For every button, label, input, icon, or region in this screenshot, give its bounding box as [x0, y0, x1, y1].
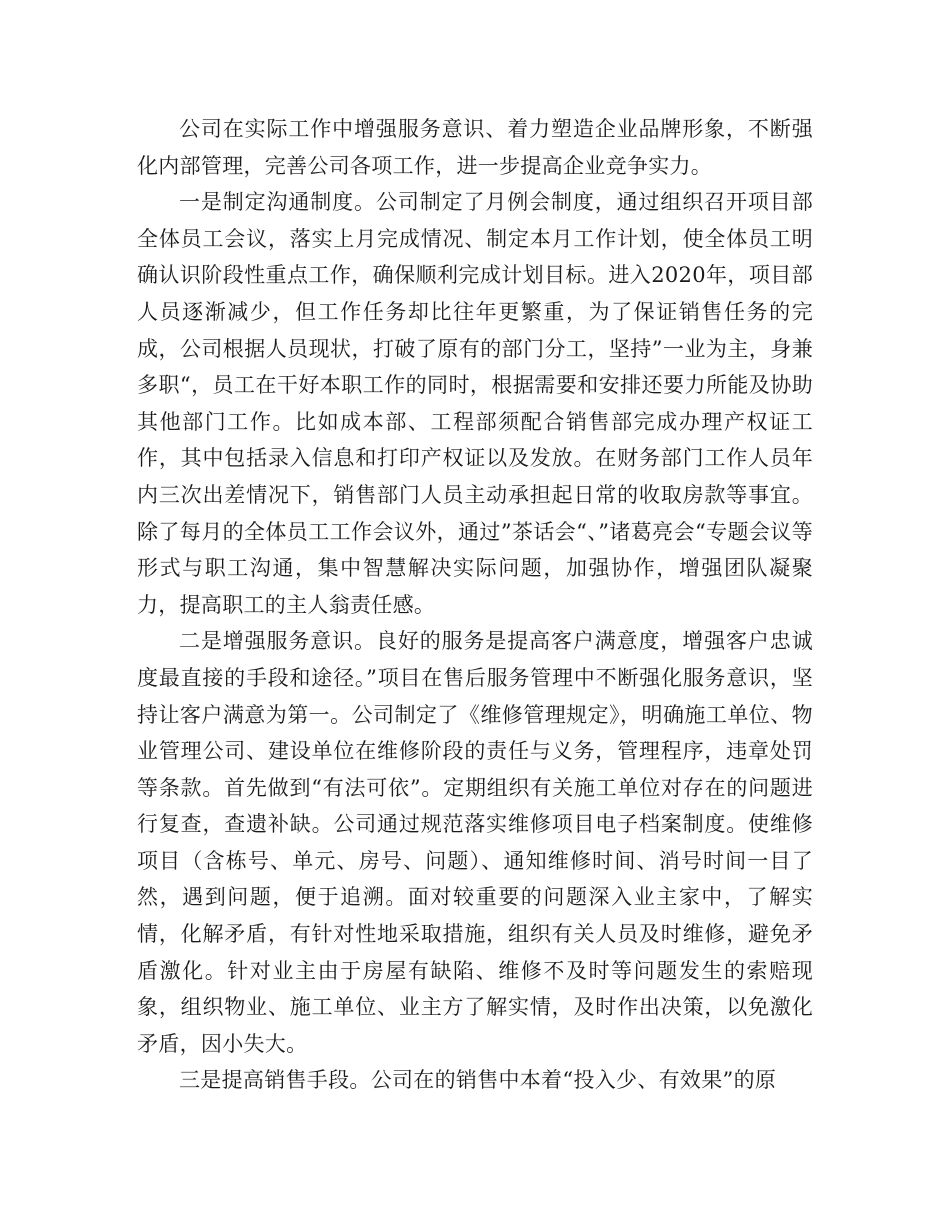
document-body — [137, 111, 813, 1099]
paragraph-service: 二是增强服务意识。良好的服务是提高客户满意度，增强客户忠诚度最直接的手段和途径。”项目在售后服务管理中不断强化服务意识，坚持让客户满意为第一。公司制定了《维修管理规定》，明确施工单位、物业管理公司、建设单位在维修阶段的责任与义务，管理程序，违章处罚等条款。首先做到“有法可依”。定期组织有关施工单位对存在的问题进行复查，查遗补缺。公司通过规范落实维修项目电子档案制度。使维修项目（含栋号、单元、房号、问题）、通知维修时间、消号时间一目了然，遇到问题，便于追溯。面对较重要的问题深入业主家中，了解实情，化解矛盾，有针对性地采取措施，组织有关人员及时维修，避免矛盾激化。针对业主由于房屋有缺陷、维修不及时等问题发生的索赔现象，组织物业、施工单位、业主方了解实情，及时作出决策，以免激化矛盾，因小失大。 — [137, 629, 813, 1056]
paragraph-sales: 三是提高销售手段。公司在的销售中本着“投入少、有效果”的原 — [179, 1068, 777, 1093]
paragraph-communication: 一是制定沟通制度。公司制定了月例会制度，通过组织召开项目部全体员工会议，落实上月完成情况、制定本月工作计划，使全体员工明确认识阶段性重点工作，确保顺利完成计划目标。进入2020年，项目部人员逐渐减少，但工作任务却比往年更繁重，为了保证销售任务的完成，公司根据人员现状，打破了原有的部门分工，坚持”一业为主，身兼多职“，员工在干好本职工作的同时，根据需要和安排还要力所能及协助其他部门工作。比如成本部、工程部须配合销售部完成办理产权证工作，其中包括录入信息和打印产权证以及发放。在财务部门工作人员年内三次出差情况下，销售部门人员主动承担起日常的收取房款等事宜。除了每月的全体员工工作会议外，通过”茶话会“、”诸葛亮会“专题会议等形式与职工沟通，集中智慧解决实际问题，加强协作，增强团队凝聚力，提高职工的主人翁责任感。 — [137, 190, 813, 617]
paragraph-intro: 公司在实际工作中增强服务意识、着力塑造企业品牌形象，不断强化内部管理，完善公司各项工作，进一步提高企业竞争实力。 — [137, 117, 813, 178]
